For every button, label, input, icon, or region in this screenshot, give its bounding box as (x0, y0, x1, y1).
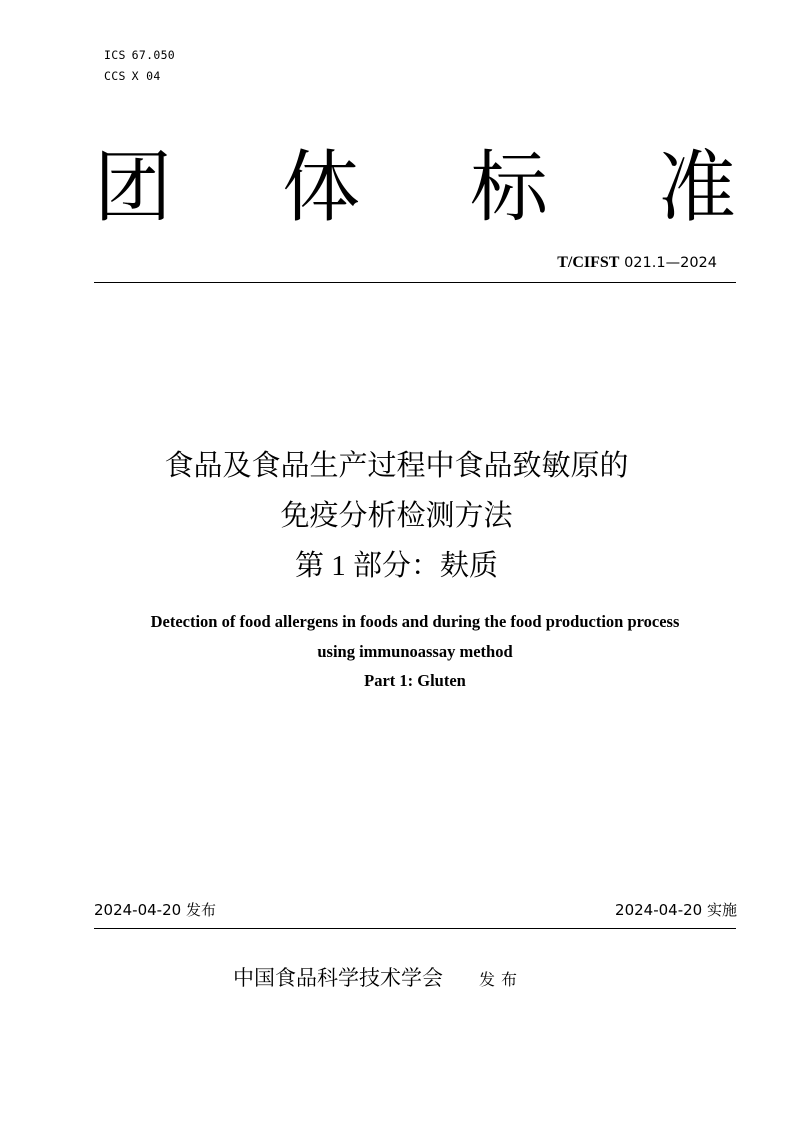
standard-code: 021.1—2024 (619, 255, 717, 271)
chinese-title-line-2: 免疫分析检测方法 (280, 498, 513, 532)
english-title-line-2: using immunoassay method (317, 641, 513, 661)
standard-number (557, 253, 717, 272)
publisher-action: 发布 (479, 970, 524, 989)
english-title-line-3: Part 1: Gluten (364, 671, 466, 690)
doc-type-char-4: 准 (657, 143, 736, 233)
publish-date: 2024-04-20 发布 (94, 901, 216, 919)
chinese-title (0, 440, 793, 591)
chinese-title-line-3 (0, 540, 793, 591)
standard-prefix: T/CIFST (557, 254, 620, 271)
doc-type-char-3: 标 (469, 143, 548, 233)
ics-value: 67.050 (131, 48, 176, 62)
top-divider (94, 282, 736, 283)
publisher-name: 中国食品科学技术学会 (233, 966, 443, 990)
english-title-line-1: Detection of food allergens in foods and during the food production process (150, 612, 680, 631)
part-prefix: 第 (294, 548, 324, 582)
bottom-divider (94, 928, 736, 929)
part-number: 1 (324, 550, 353, 582)
ics-label: ICS (104, 48, 126, 62)
ics-code (104, 45, 181, 66)
chinese-title-line-1: 食品及食品生产过程中食品致敏原的 (164, 448, 629, 482)
classification-codes (104, 45, 181, 87)
part-name: 部分：麸质 (353, 548, 499, 582)
english-title (0, 607, 793, 696)
implement-date: 2024-04-20 实施 (615, 901, 737, 919)
document-type-title (94, 138, 736, 238)
doc-type-char-2: 体 (281, 143, 360, 233)
ccs-value: X 04 (131, 69, 161, 83)
ccs-label: CCS (104, 69, 126, 83)
doc-type-char-1: 团 (94, 143, 173, 233)
publisher (233, 962, 523, 992)
ccs-code (104, 66, 181, 87)
